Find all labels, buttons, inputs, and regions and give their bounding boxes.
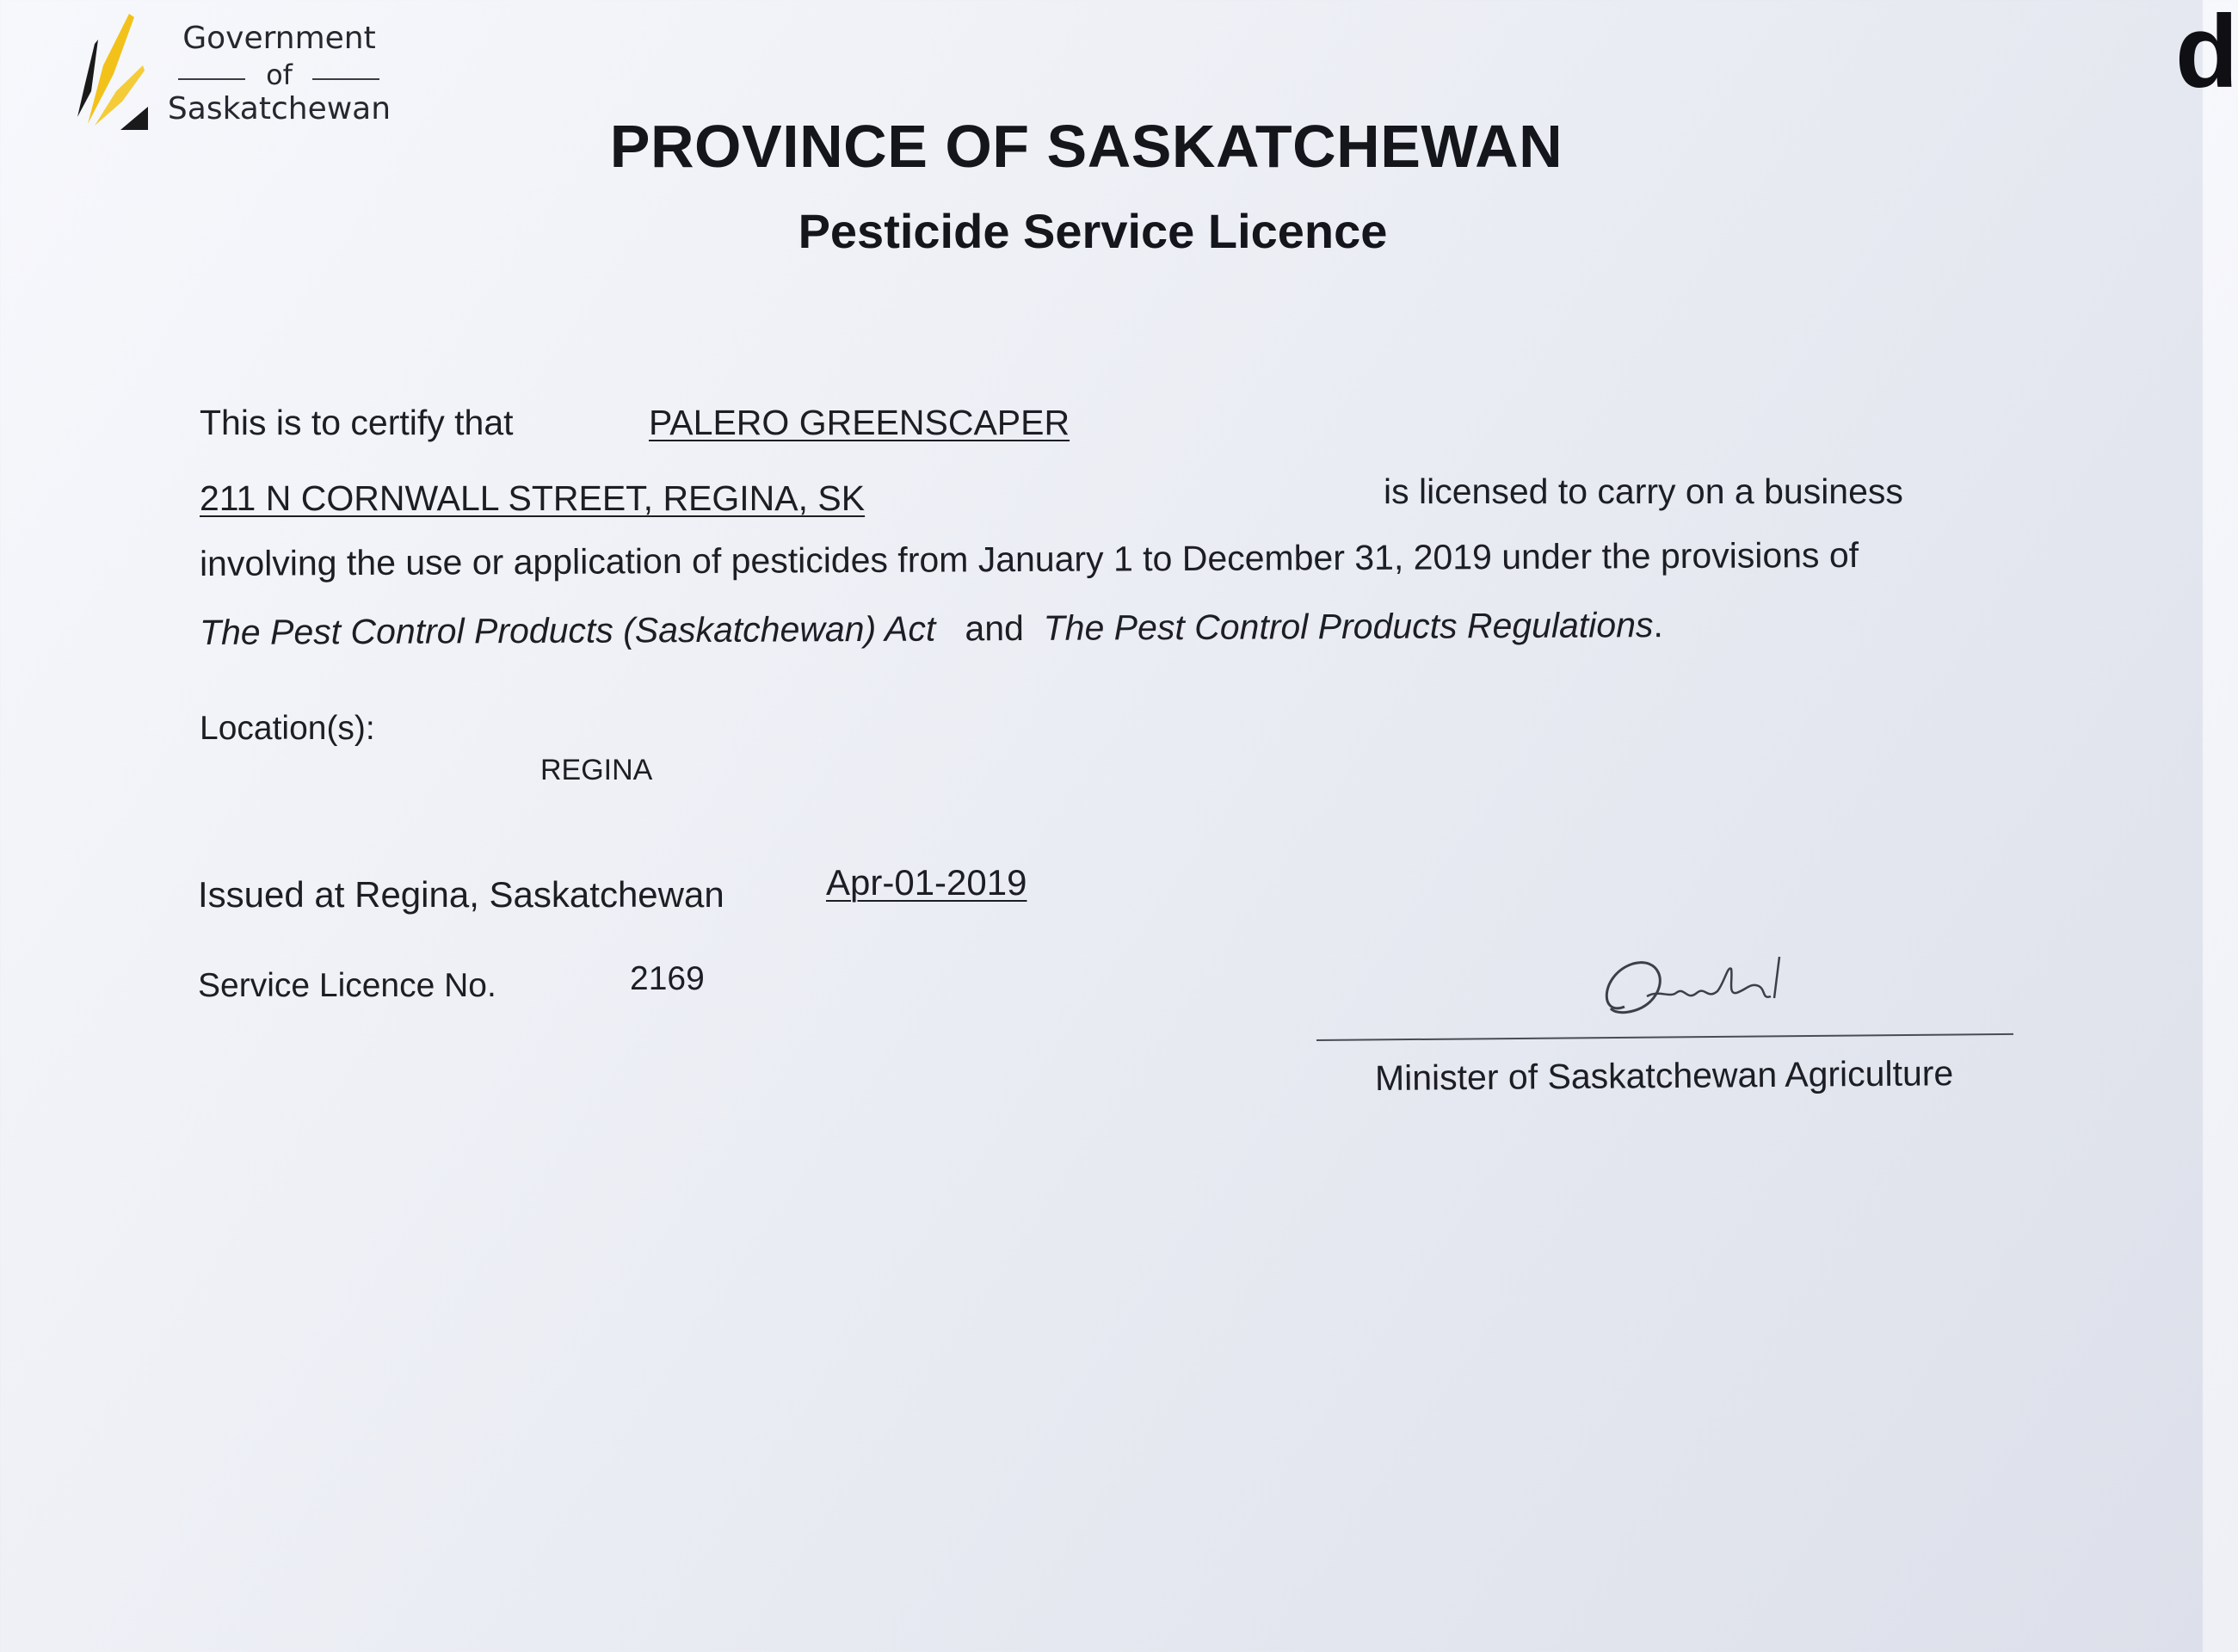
legislation-line [200,605,1663,653]
issued-label: Issued at Regina, Saskatchewan [198,874,724,915]
logo-of-text: of [266,59,293,91]
logo-saskatchewan-text: Saskatchewan [167,91,391,126]
involving-text: involving the use or application of pesticides from January 1 to December 31, 2019 under the provisions of [199,534,1859,583]
licensee-address: 211 N CORNWALL STREET, REGINA, SK [200,478,866,518]
regulations-name: The Pest Control Products Regulations [1043,605,1654,648]
issued-date: Apr-01-2019 [826,862,1027,903]
signature-mark [1590,948,1797,1034]
logo-government-text: Government [182,21,376,56]
regulations-period: . [1653,605,1663,645]
licensed-text: is licensed to carry on a business [1384,472,1903,511]
act-name: The Pest Control Products (Saskatchewan) Act [199,608,936,652]
document-subtitle: Pesticide Service Licence [798,204,1388,258]
and-text: and [965,607,1025,649]
signature-line [1316,1033,2013,1041]
licence-number: 2169 [630,960,705,997]
licence-number-label: Service Licence No. [198,967,496,1004]
edge-glyph: d [2175,0,2238,109]
logo-rule-right [312,78,379,80]
location-value: REGINA [540,754,653,786]
locations-label: Location(s): [200,710,375,747]
minister-title: Minister of Saskatchewan Agriculture [1374,1053,1954,1098]
page-title: PROVINCE OF SASKATCHEWAN [609,113,1563,180]
licensee-name: PALERO GREENSCAPER [649,403,1070,442]
certify-label: This is to certify that [200,403,514,442]
